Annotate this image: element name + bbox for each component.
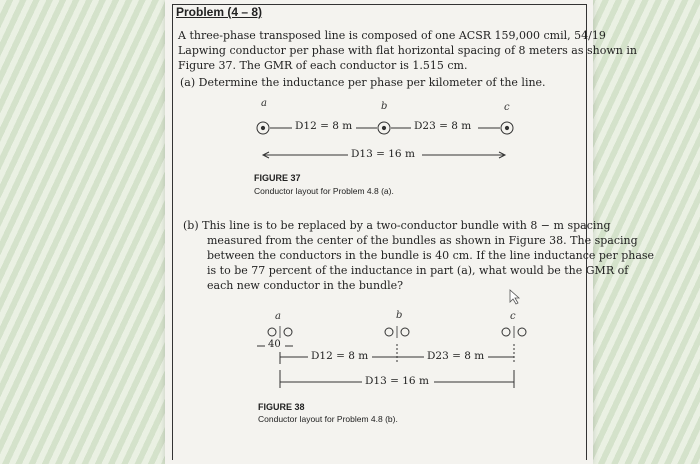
fig38-conductor-c2 — [518, 328, 526, 336]
intro-line-2: Lapwing conductor per phase with flat horizontal spacing of 8 meters as shown in — [178, 44, 637, 57]
fig37-d12: D12 = 8 m — [295, 120, 353, 132]
part-b-line-5: each new conductor in the bundle? — [207, 279, 404, 292]
fig37-label-c: c — [504, 102, 510, 113]
part-b-line-1: (b) This line is to be replaced by a two-conductor bundle with 8 − m spacing — [183, 219, 611, 232]
fig37-conductor-a-center — [261, 126, 264, 129]
fig38-conductor-c1 — [502, 328, 510, 336]
intro-line-3: Figure 37. The GMR of each conductor is 1.515 cm. — [178, 59, 468, 72]
intro-line-1: A three-phase transposed line is composed of one ACSR 159,000 cmil, 54/19 — [178, 29, 606, 42]
fig37-title: FIGURE 37 — [254, 173, 301, 183]
fig37-caption: Conductor layout for Problem 4.8 (a). — [254, 186, 394, 196]
fig38-conductor-b2 — [401, 328, 409, 336]
fig38-title: FIGURE 38 — [258, 402, 305, 412]
fig37-label-a: a — [261, 98, 267, 109]
fig37-d23: D23 = 8 m — [414, 120, 472, 132]
fig38-label-a: a — [275, 311, 281, 322]
fig38-bundle-spacing: 40 — [268, 339, 281, 350]
fig37-conductor-c-center — [505, 126, 508, 129]
problem-header: Problem (4 – 8) — [176, 5, 263, 19]
part-b-line-3: between the conductors in the bundle is 40 cm. If the line inductance per phase — [207, 249, 655, 262]
part-b-line-2: measured from the center of the bundles as shown in Figure 38. The spacing — [207, 234, 638, 247]
fig37-conductor-b-center — [382, 126, 385, 129]
fig38-conductor-a2 — [284, 328, 292, 336]
fig38-d13: D13 = 16 m — [365, 375, 429, 387]
fig38-label-b: b — [396, 310, 403, 321]
fig37-label-b: b — [381, 101, 388, 112]
fig38-label-c: c — [510, 311, 516, 322]
part-a-question: (a) Determine the inductance per phase per kilometer of the line. — [180, 76, 546, 89]
fig38-caption: Conductor layout for Problem 4.8 (b). — [258, 414, 398, 424]
fig38-d23: D23 = 8 m — [427, 350, 485, 362]
fig38-d12: D12 = 8 m — [311, 350, 369, 362]
fig38-conductor-b1 — [385, 328, 393, 336]
fig37-d13: D13 = 16 m — [351, 148, 415, 160]
part-b-line-4: is to be 77 percent of the inductance in part (a), what would be the GMR of — [207, 264, 629, 277]
fig38-conductor-a1 — [268, 328, 276, 336]
mouse-cursor-icon — [510, 290, 519, 304]
